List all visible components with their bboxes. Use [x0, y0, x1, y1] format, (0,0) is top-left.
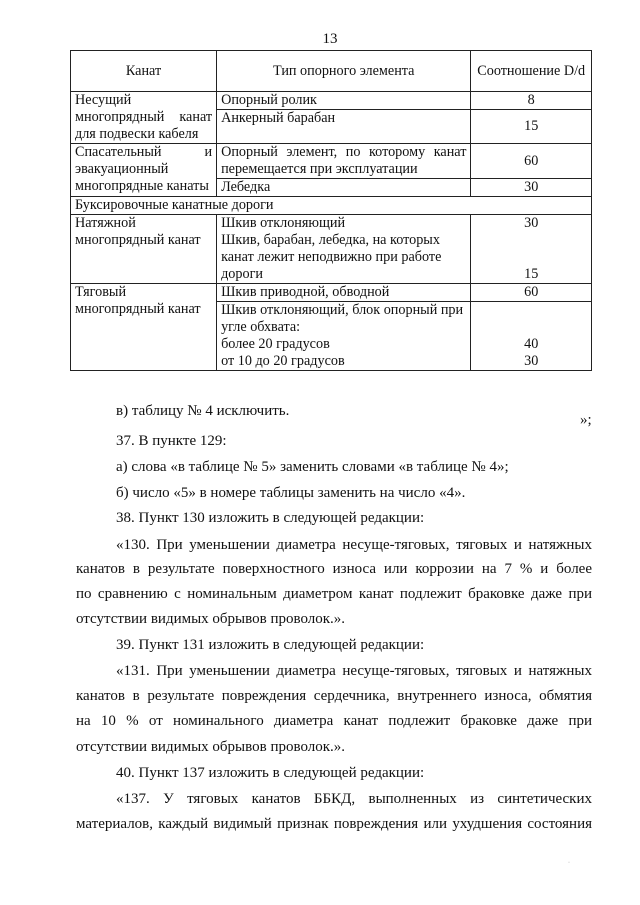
section-title: Буксировочные канатные дороги: [71, 197, 592, 215]
header-ratio: Соотношение D/d: [471, 51, 592, 92]
header-rope: Канат: [71, 51, 217, 92]
ratio-cell: 60: [471, 284, 592, 302]
scan-dot: ·: [568, 860, 570, 866]
table-header-row: [71, 51, 592, 92]
quoted-paragraph-line: отсутствии видимых обрывов проволок.».: [76, 739, 346, 755]
quoted-paragraph-line: «130. При уменьшении диаметра несуще-тяговых, тяговых и натяжных: [116, 537, 592, 553]
rope-cell: Тяговый многопрядный канат: [71, 284, 217, 371]
quoted-paragraph-line: отсутствии видимых обрывов проволок.».: [76, 611, 346, 627]
quoted-paragraph-line: канатов в результате поверхностного износа или коррозии на 7 % и более: [76, 561, 592, 577]
support-cell: Шкив приводной, обводной: [217, 284, 471, 302]
table-row: [71, 284, 592, 302]
support-cell: Шкив отклоняющий: [217, 215, 471, 233]
ratio-cell: [471, 302, 592, 337]
ratio-cell: 15: [471, 110, 592, 144]
ratio-cell: 30: [471, 215, 592, 233]
support-cell: Лебедка: [217, 179, 471, 197]
support-cell: от 10 до 20 градусов: [217, 353, 471, 371]
rope-cell: Несущий многопрядный канат для подвески кабеля: [71, 92, 217, 144]
paragraph: 40. Пункт 137 изложить в следующей редакции:: [116, 765, 425, 781]
paragraph: б) число «5» в номере таблицы заменить на число «4».: [116, 485, 466, 501]
ratio-cell: 30: [471, 179, 592, 197]
paragraph: в) таблицу № 4 исключить.: [116, 403, 290, 419]
support-cell: Шкив, барабан, лебедка, на которых канат лежит неподвижно при работе дороги: [217, 232, 471, 284]
quoted-paragraph-line: на 10 % от номинального диаметра канат подлежит браковке даже при: [76, 713, 592, 729]
ratio-cell: 30: [471, 353, 592, 371]
header-support-type: Тип опорного элемента: [217, 51, 471, 92]
support-cell: Шкив отклоняющий, блок опорный при угле обхвата:: [217, 302, 471, 337]
table-row: [71, 144, 592, 179]
support-cell: Опорный ролик: [217, 92, 471, 110]
support-cell: более 20 градусов: [217, 336, 471, 353]
quoted-paragraph-line: «131. При уменьшении диаметра несуще-тяговых, тяговых и натяжных: [116, 663, 592, 679]
paragraph: а) слова «в таблице № 5» заменить словами «в таблице № 4»;: [116, 459, 509, 475]
rope-cell: Спасательный и эвакуационный многопрядные канаты: [71, 144, 217, 197]
table-closing-mark: »;: [580, 412, 592, 428]
paragraph: 38. Пункт 130 изложить в следующей редакции:: [116, 510, 425, 526]
quoted-paragraph-line: по сравнению с номинальным диаметром канат подлежит браковке даже при: [76, 586, 592, 602]
rope-ratio-table: [70, 50, 592, 371]
table-row: [71, 215, 592, 233]
ratio-cell: 40: [471, 336, 592, 353]
ratio-cell: 8: [471, 92, 592, 110]
ratio-cell: 60: [471, 144, 592, 179]
table-section-row: [71, 197, 592, 215]
rope-cell: Натяжной многопрядный канат: [71, 215, 217, 284]
quoted-paragraph-line: материалов, каждый видимый признак повреждения или ухудшения состояния: [76, 816, 592, 832]
quoted-paragraph-line: «137. У тяговых канатов ББКД, выполненных из синтетических: [116, 791, 592, 807]
quoted-paragraph-line: канатов в результате повреждения сердечника, внутреннего износа, обмятия: [76, 688, 592, 704]
page-number: 13: [322, 31, 338, 47]
paragraph: 37. В пункте 129:: [116, 433, 227, 449]
support-cell: Анкерный барабан: [217, 110, 471, 144]
support-cell: Опорный элемент, по которому канат перемещается при эксплуатации: [217, 144, 471, 179]
paragraph: 39. Пункт 131 изложить в следующей редакции:: [116, 637, 425, 653]
ratio-cell: 15: [471, 232, 592, 284]
table-row: [71, 92, 592, 110]
